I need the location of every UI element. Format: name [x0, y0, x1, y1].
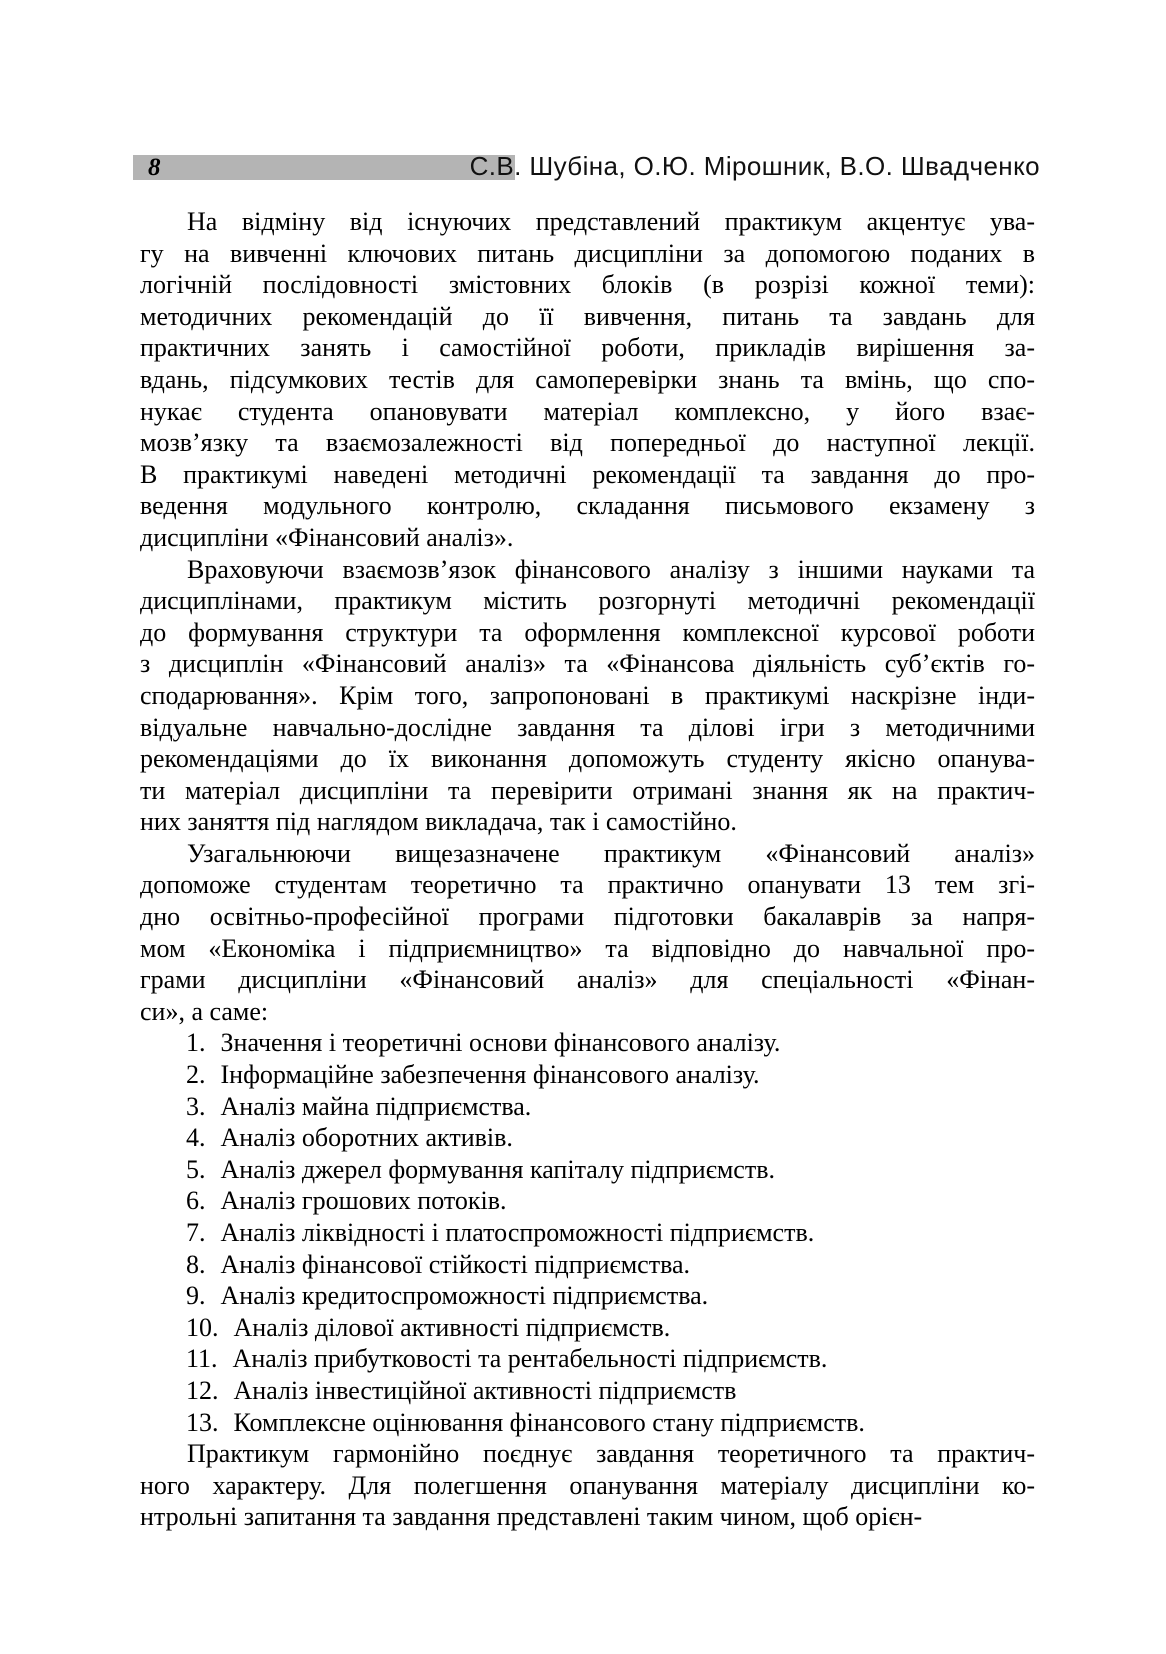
paragraph-closing	[140, 1438, 1035, 1533]
topics-list	[140, 1027, 1035, 1438]
text-line: вдань, підсумкових тестів для самоперевірки знань та вмінь, що спо-	[140, 364, 1035, 394]
topic-number: 1.	[186, 1028, 206, 1058]
topic-text: Комплексне оцінювання фінансового стану підприємств.	[233, 1407, 865, 1437]
paragraph-intro	[140, 206, 1035, 554]
text-line: Узагальнюючи вищезазначене практикум «Фінансовий аналіз»	[187, 838, 1035, 868]
text-line: грами дисципліни «Фінансовий аналіз» для спеціальності «Фінан-	[140, 965, 1035, 995]
text-line: ведення модульного контролю, складання письмового екзамену з	[140, 491, 1035, 521]
topic-text: Аналіз фінансової стійкості підприємства.	[220, 1249, 691, 1279]
text-line: мозв’язку та взаємозалежності від попередньої до наступної лекції.	[140, 428, 1035, 458]
text-line: гу на вивченні ключових питань дисципліни за допомогою поданих в	[140, 238, 1035, 268]
text-line: рекомендаціями до їх виконання допоможуть студенту якісно опанува-	[140, 744, 1035, 774]
text-line: Практикум гармонійно поєднує завдання теоретичного та практич-	[187, 1439, 1035, 1469]
topic-list-item	[140, 1185, 1035, 1217]
text-line: Враховуючи взаємозв’язок фінансового аналізу з іншими науками та	[187, 554, 1035, 584]
text-line: логічній послідовності змістовних блоків (в розрізі кожної теми):	[140, 270, 1035, 300]
topic-text: Аналіз джерел формування капіталу підприємств.	[220, 1154, 775, 1184]
text-line: до формування структури та оформлення комплексної курсової роботи	[140, 617, 1035, 647]
topic-list-item	[140, 1059, 1035, 1091]
topic-text: Аналіз оборотних активів.	[220, 1123, 513, 1153]
text-line: сподарювання». Крім того, запропоновані в практикумі наскрізне інди-	[140, 680, 1035, 710]
text-line: си», а саме:	[140, 996, 269, 1026]
paragraph-summary	[140, 838, 1035, 1028]
text-line: мом «Економіка і підприємництво» та відповідно до навчальної про-	[140, 933, 1035, 963]
topic-number: 12.	[186, 1375, 219, 1405]
text-line: з дисциплін «Фінансовий аналіз» та «Фінансова діяльність суб’єктів го-	[140, 649, 1035, 679]
topic-text: Аналіз грошових потоків.	[220, 1186, 507, 1216]
topic-number: 6.	[186, 1186, 206, 1216]
topic-list-item	[140, 1312, 1035, 1344]
topic-list-item	[140, 1375, 1035, 1407]
topic-text: Аналіз кредитоспроможності підприємства.	[220, 1281, 709, 1311]
topic-text: Аналіз ділової активності підприємств.	[233, 1312, 671, 1342]
text-line: ного характеру. Для полегшення опанування матеріалу дисципліни ко-	[140, 1470, 1035, 1500]
topic-text: Аналіз інвестиційної активності підприємств	[233, 1375, 737, 1405]
topic-number: 11.	[186, 1344, 218, 1374]
topic-text: Аналіз майна підприємства.	[220, 1091, 532, 1121]
topic-list-item	[140, 1280, 1035, 1312]
topic-text: Інформаційне забезпечення фінансового аналізу.	[220, 1060, 760, 1090]
text-line: допоможе студентам теоретично та практично опанувати 13 тем згі-	[140, 870, 1035, 900]
topic-text: Аналіз ліквідності і платоспроможності підприємств.	[220, 1218, 815, 1247]
topic-number: 8.	[186, 1249, 206, 1279]
topic-number: 10.	[186, 1312, 219, 1342]
text-line: дисциплінами, практикум містить розгорнуті методичні рекомендації	[140, 586, 1035, 616]
paragraph-interdisciplinary	[140, 554, 1035, 838]
text-line: дно освітньо-професійної програми підготовки бакалаврів за напря-	[140, 902, 1035, 932]
text-line: На відміну від існуючих представлений практикум акцентує ува-	[187, 207, 1035, 236]
page-header	[133, 153, 1040, 181]
topic-list-item	[140, 1154, 1035, 1186]
topic-number: 7.	[186, 1218, 206, 1247]
topic-list-item	[140, 1122, 1035, 1154]
topic-text: Значення і теоретичні основи фінансового аналізу.	[220, 1028, 781, 1058]
text-line: ти матеріал дисципліни та перевірити отримані знання як на практич-	[140, 775, 1035, 805]
text-line: нтрольні запитання та завдання представлені таким чином, щоб орієн-	[140, 1502, 923, 1532]
topic-text: Аналіз прибутковості та рентабельності підприємств.	[232, 1344, 828, 1374]
topic-number: 5.	[186, 1154, 206, 1184]
topic-list-item	[140, 1249, 1035, 1281]
topic-list-item	[140, 1217, 1035, 1249]
text-line: нукає студента опановувати матеріал комплексно, у його взає-	[140, 396, 1035, 426]
text-line: методичних рекомендацій до її вивчення, питань та завдань для	[140, 301, 1035, 331]
topic-number: 9.	[186, 1281, 206, 1311]
topic-number: 2.	[186, 1060, 206, 1090]
topic-list-item	[140, 1027, 1035, 1059]
topic-number: 13.	[186, 1407, 219, 1437]
topic-number: 4.	[186, 1123, 206, 1153]
topic-list-item	[140, 1407, 1035, 1439]
text-line: В практикумі наведені методичні рекомендації та завдання до про-	[140, 459, 1035, 489]
text-line: них заняття під наглядом викладача, так і самостійно.	[140, 807, 737, 837]
page-number: 8	[148, 154, 161, 181]
text-line: практичних занять і самостійної роботи, прикладів вирішення за-	[140, 333, 1035, 363]
topic-list-item	[140, 1091, 1035, 1123]
text-line: дисципліни «Фінансовий аналіз».	[140, 522, 514, 552]
text-line: відуальне навчально-дослідне завдання та ділові ігри з методичними	[140, 712, 1035, 742]
page-number-bar	[133, 155, 515, 180]
page-body	[140, 206, 1035, 1533]
topic-number: 3.	[186, 1091, 206, 1121]
topic-list-item	[140, 1343, 1035, 1375]
running-head-authors: С.В. Шубіна, О.Ю. Мірошник, В.О. Швадченко	[469, 151, 1040, 181]
